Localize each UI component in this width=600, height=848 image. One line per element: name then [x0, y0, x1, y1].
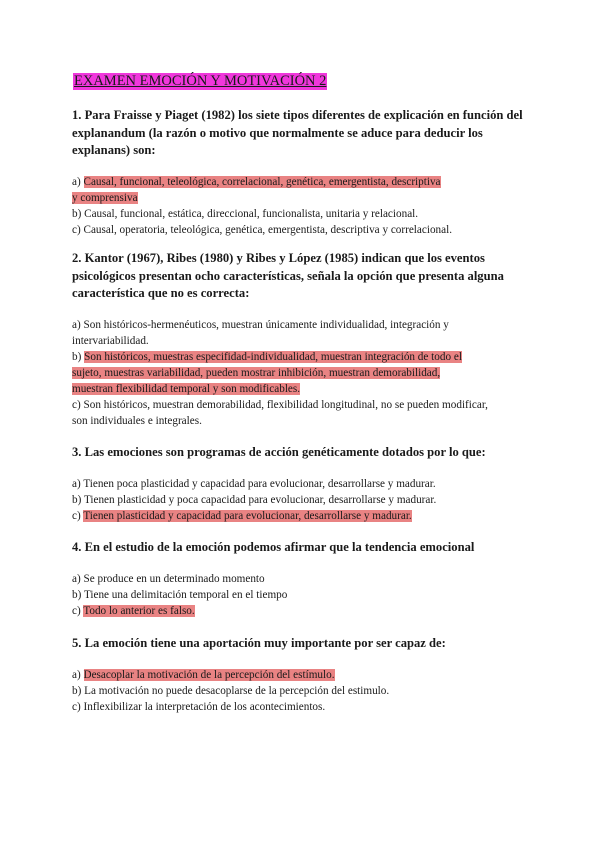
option-text-highlighted: sujeto, muestras variabilidad, pueden mostrar inhibición, muestran demorabilidad, [72, 366, 441, 379]
option-a [72, 476, 532, 492]
question-3 [72, 444, 532, 524]
option-letter: b) [72, 588, 82, 601]
option-c [72, 508, 532, 524]
option-text-highlighted: muestran flexibilidad temporal y son modificables. [72, 382, 301, 395]
option-text: Tienen poca plasticidad y capacidad para evolucionar, desarrollarse y madurar. [83, 477, 436, 490]
option-text-highlighted: Tienen plasticidad y capacidad para evolucionar, desarrollarse y madurar. [83, 509, 412, 522]
option-letter: a) [72, 668, 81, 681]
option-text: Causal, funcional, estática, direccional, funcionalista, unitaria y relacional. [84, 207, 419, 220]
option-text: Son históricos-hermenéuticos, muestran únicamente individualidad, integración y [83, 318, 449, 331]
question-text: 3. Las emociones son programas de acción genéticamente dotados por lo que: [72, 445, 486, 459]
option-c [72, 222, 532, 238]
option-letter: b) [72, 684, 82, 697]
question-text: 5. La emoción tiene una aportación muy importante por ser capaz de: [72, 636, 446, 650]
option-text-highlighted: Todo lo anterior es falso. [83, 604, 195, 617]
option-text: Se produce en un determinado momento [83, 572, 265, 585]
option-b [72, 587, 532, 603]
option-letter: a) [72, 572, 81, 585]
option-text: Inflexibilizar la interpretación de los acontecimientos. [83, 700, 326, 713]
option-letter: a) [72, 318, 81, 331]
option-a [72, 317, 532, 349]
option-c [72, 699, 532, 715]
option-letter: b) [72, 207, 82, 220]
question-4 [72, 539, 532, 619]
question-1 [72, 107, 532, 238]
option-text-highlighted: Causal, funcional, teleológica, correlacional, genética, emergentista, descriptiva [83, 175, 441, 188]
option-c [72, 603, 532, 619]
option-b [72, 492, 532, 508]
option-text: Tiene una delimitación temporal en el tiempo [83, 588, 288, 601]
option-letter: a) [72, 175, 81, 188]
option-text-highlighted: y comprensiva [72, 191, 138, 204]
options-list [72, 667, 532, 715]
option-letter: c) [72, 398, 81, 411]
option-a [72, 571, 532, 587]
option-text: La motivación no puede desacoplarse de la percepción del estimulo. [84, 684, 390, 697]
question-text: 4. En el estudio de la emoción podemos afirmar que la tendencia emocional [72, 540, 475, 554]
option-letter: c) [72, 700, 81, 713]
option-text-highlighted: Desacoplar la motivación de la percepción del estímulo. [83, 668, 335, 681]
option-b [72, 206, 532, 222]
option-b [72, 349, 532, 397]
question-5 [72, 635, 532, 715]
option-letter: c) [72, 509, 81, 522]
option-text-highlighted: Son históricos, muestras especifidad-individualidad, muestran integración de todo el [84, 350, 462, 363]
options-list [72, 317, 532, 429]
option-text: Tienen plasticidad y poca capacidad para evolucionar, desarrollarse y madurar. [83, 493, 437, 506]
option-c [72, 397, 532, 429]
options-list [72, 571, 532, 619]
options-list [72, 476, 532, 524]
option-text: Son históricos, muestran demorabilidad, flexibilidad longitudinal, no se pueden modificar, [83, 398, 488, 411]
option-letter: a) [72, 477, 81, 490]
option-letter: b) [72, 493, 82, 506]
option-letter: c) [72, 223, 81, 236]
option-letter: c) [72, 604, 81, 617]
question-2 [72, 250, 532, 429]
option-text: intervariabilidad. [72, 334, 149, 347]
question-text: 2. Kantor (1967), Ribes (1980) y Ribes y López (1985) indican que los eventos psicológicos presentan ocho características, señala la opción que presenta alguna característica que no es correcta: [72, 251, 504, 300]
exam-title: EXAMEN EMOCIÓN Y MOTIVACIÓN 2 [74, 73, 327, 89]
option-text: son individuales e integrales. [72, 414, 202, 427]
option-text: Causal, operatoria, teleológica, genética, emergentista, descriptiva y correlacional. [83, 223, 453, 236]
question-text: 1. Para Fraisse y Piaget (1982) los siete tipos diferentes de explicación en función del explanandum (la razón o motivo que normalmente se aduce para deducir los explanans) son: [72, 108, 523, 157]
option-letter: b) [72, 350, 82, 363]
options-list [72, 174, 532, 238]
option-a [72, 174, 532, 206]
option-b [72, 683, 532, 699]
option-a [72, 667, 532, 683]
